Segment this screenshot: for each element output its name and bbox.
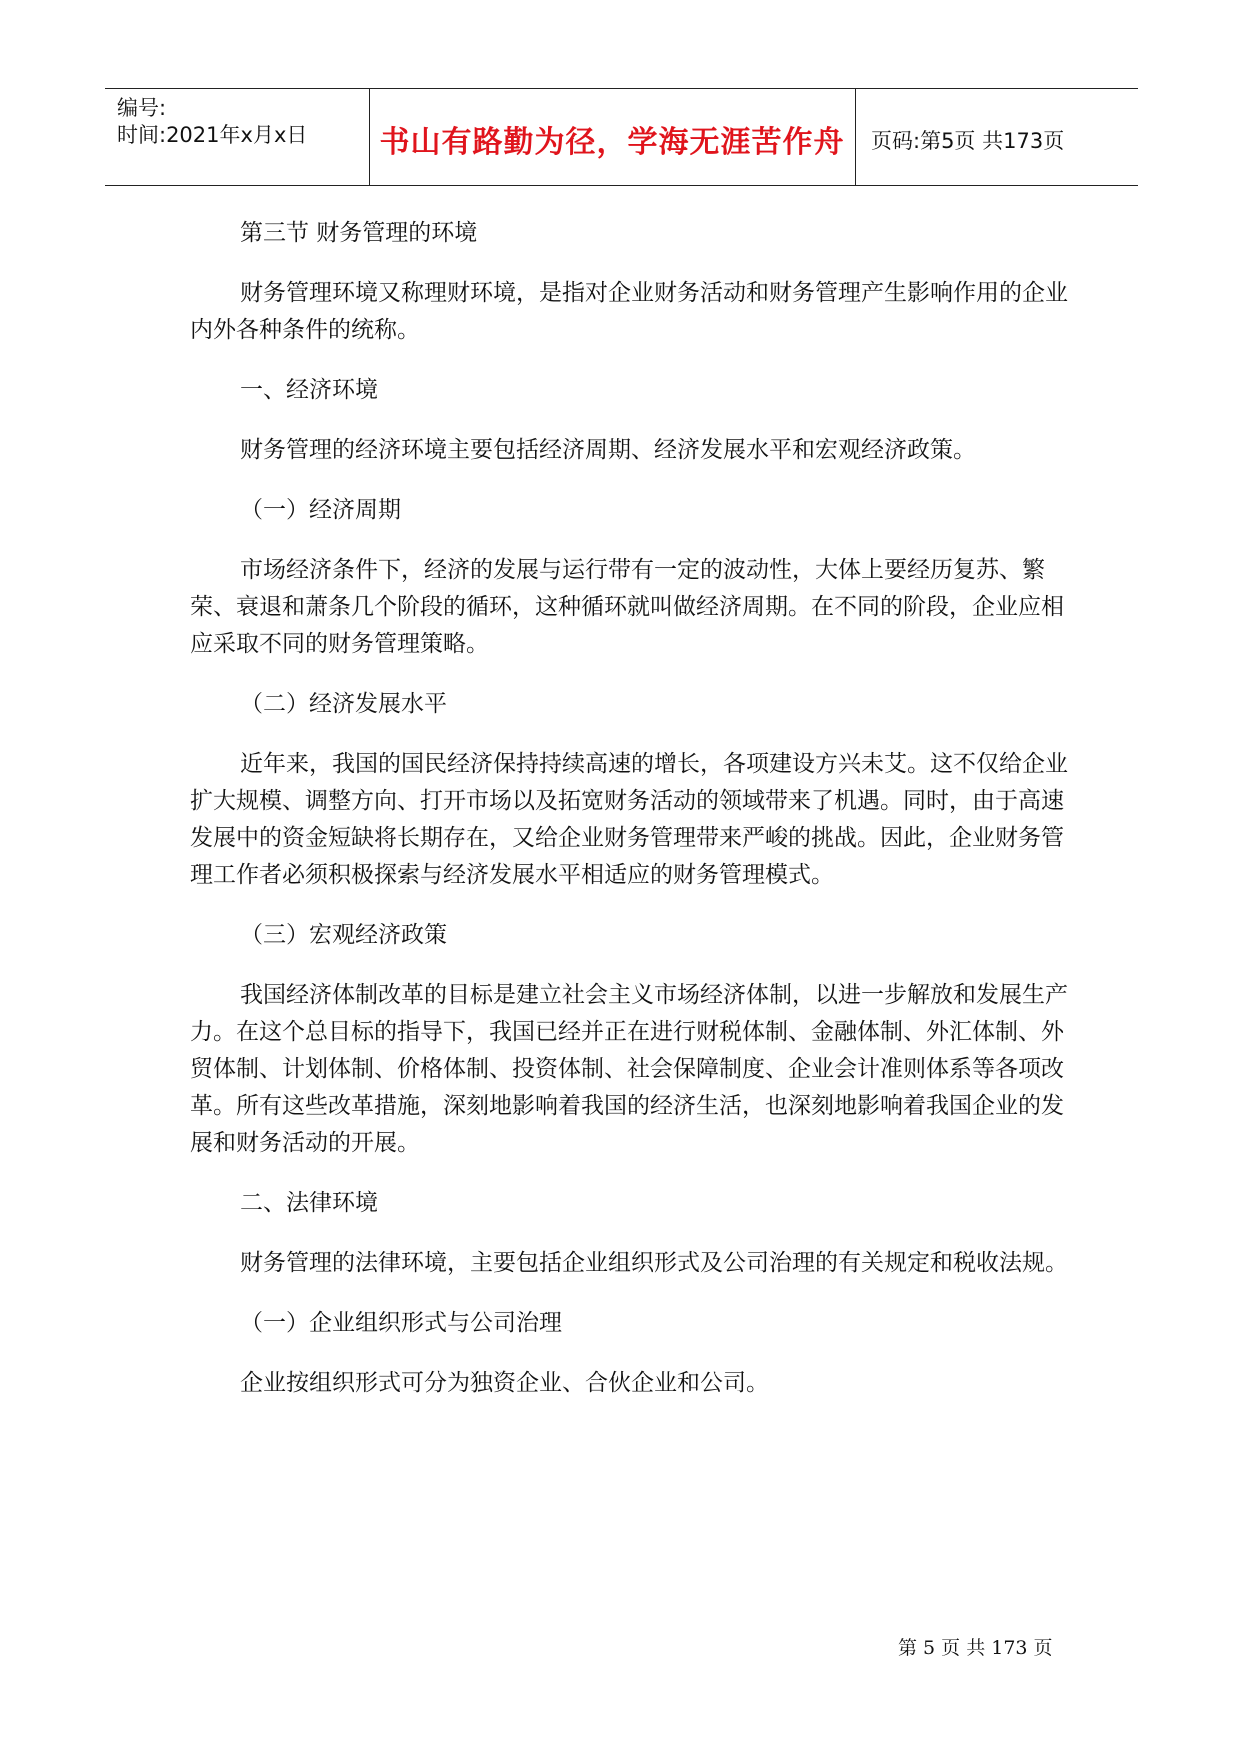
page-footer: 第 5 页 共 173 页 [898, 1637, 1053, 1659]
paragraph: 市场经济条件下，经济的发展与运行带有一定的波动性，大体上要经历复苏、繁荣、衰退和萧条几个阶段的循环，这种循环就叫做经济周期。在不同的阶段，企业应相应采取不同的财务管理策略。 [190, 557, 1064, 657]
paragraph: 财务管理环境又称理财环境，是指对企业财务活动和财务管理产生影响作用的企业内外各种条件的统称。 [190, 280, 1068, 343]
section-heading: 二、法律环境 [240, 1190, 378, 1216]
section-heading: 一、经济环境 [240, 377, 378, 403]
paragraph: 我国经济体制改革的目标是建立社会主义市场经济体制，以进一步解放和发展生产力。在这个总目标的指导下，我国已经并正在进行财税体制、金融体制、外汇体制、外贸体制、计划体制、价格体制、投资体制、社会保障制度、企业会计准则体系等各项改革。所有这些改革措施，深刻地影响着我国的经济生活，也深刻地影响着我国企业的发展和财务活动的开展。 [190, 982, 1068, 1156]
subsection-heading: （二）经济发展水平 [240, 691, 447, 717]
header-motto: 书山有路勤为径，学海无涯苦作舟 [379, 125, 845, 160]
serial-label: 编号: [117, 96, 167, 120]
subsection-heading: （一）企业组织形式与公司治理 [240, 1310, 562, 1336]
page-header [105, 88, 1138, 186]
paragraph: 财务管理的经济环境主要包括经济周期、经济发展水平和宏观经济政策。 [240, 437, 976, 463]
paragraph: 财务管理的法律环境，主要包括企业组织形式及公司治理的有关规定和税收法规。 [240, 1250, 1068, 1276]
header-meta [117, 95, 307, 149]
subsection-heading: （一）经济周期 [240, 497, 401, 523]
document-body [190, 215, 1070, 1425]
time-label: 时间:2021年x月x日 [117, 123, 308, 147]
header-divider [855, 89, 856, 185]
subsection-heading: （三）宏观经济政策 [240, 922, 447, 948]
section-heading: 第三节 财务管理的环境 [240, 220, 478, 246]
paragraph: 企业按组织形式可分为独资企业、合伙企业和公司。 [240, 1370, 769, 1396]
header-page-info: 页码:第5页 共173页 [871, 129, 1065, 153]
paragraph: 近年来，我国的国民经济保持持续高速的增长，各项建设方兴未艾。这不仅给企业扩大规模、调整方向、打开市场以及拓宽财务活动的领域带来了机遇。同时，由于高速发展中的资金短缺将长期存在，又给企业财务管理带来严峻的挑战。因此，企业财务管理工作者必须积极探索与经济发展水平相适应的财务管理模式。 [190, 751, 1068, 888]
